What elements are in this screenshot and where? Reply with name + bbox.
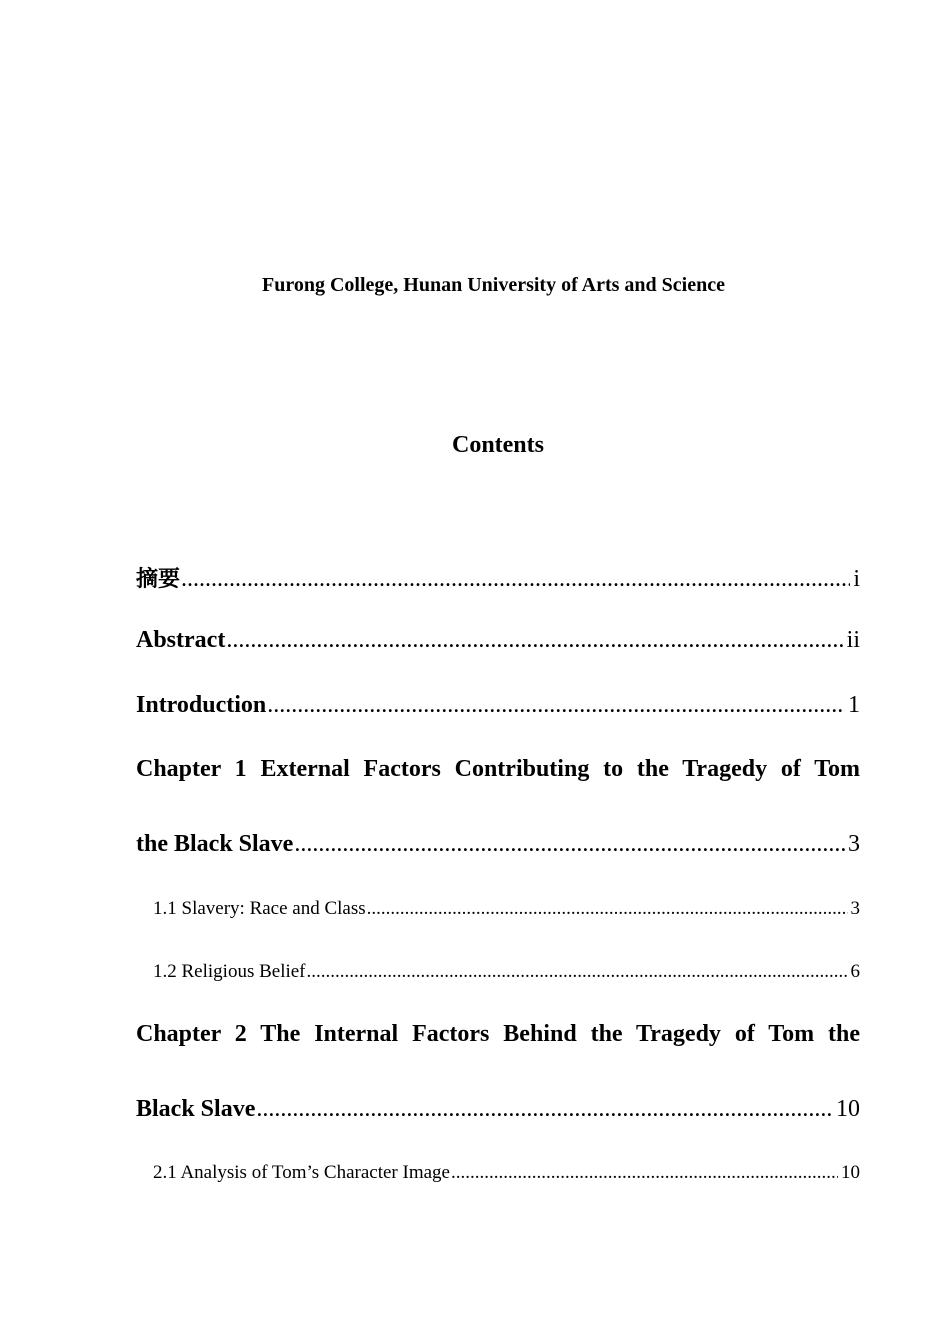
toc-entry-page: 10	[836, 1096, 860, 1122]
dot-leader	[451, 1162, 838, 1184]
toc-entry-page: 3	[850, 898, 860, 919]
institution-header: Furong College, Hunan University of Arts and Science	[262, 274, 725, 296]
toc-entry-label: 2.1 Analysis of Tom’s Character Image	[153, 1162, 450, 1183]
toc-entry-introduction[interactable]	[136, 692, 860, 719]
toc-entry-label: 摘要	[136, 567, 181, 592]
dot-leader	[294, 831, 845, 858]
toc-entry-section-2-1[interactable]	[153, 1162, 860, 1184]
toc-entry-section-1-2[interactable]	[153, 961, 860, 983]
toc-entry-label: Black Slave	[136, 1096, 256, 1122]
toc-entry-page: 1	[848, 692, 860, 718]
dot-leader	[181, 566, 850, 593]
dot-leader	[267, 692, 845, 719]
dot-leader	[367, 898, 848, 920]
toc-chapter-2-title-line1[interactable]: Chapter 2 The Internal Factors Behind the Tragedy of Tom the	[136, 1021, 860, 1047]
dot-leader	[307, 961, 848, 983]
toc-entry-label: 1.2 Religious Belief	[153, 961, 306, 982]
toc-entry-page: 6	[850, 961, 860, 982]
toc-entry-label: Abstract	[136, 627, 226, 653]
toc-entry-abstract-chinese[interactable]	[136, 562, 860, 593]
toc-entry-label: Introduction	[136, 692, 267, 718]
toc-entry-label: 1.1 Slavery: Race and Class	[153, 898, 366, 919]
toc-entry-chapter-1[interactable]	[136, 831, 860, 858]
toc-entry-label: the Black Slave	[136, 831, 294, 857]
toc-entry-page: i	[853, 566, 860, 592]
toc-entry-page: 10	[841, 1162, 860, 1183]
toc-entry-page: ii	[846, 627, 860, 653]
contents-title: Contents	[451, 432, 544, 458]
toc-entry-page: 3	[848, 831, 860, 857]
toc-entry-chapter-2[interactable]	[136, 1096, 860, 1123]
dot-leader	[226, 627, 843, 654]
toc-chapter-1-title-line1[interactable]: Chapter 1 External Factors Contributing to the Tragedy of Tom	[136, 756, 860, 782]
toc-entry-abstract[interactable]	[136, 627, 860, 654]
dot-leader	[256, 1096, 833, 1123]
toc-entry-section-1-1[interactable]	[153, 898, 860, 920]
